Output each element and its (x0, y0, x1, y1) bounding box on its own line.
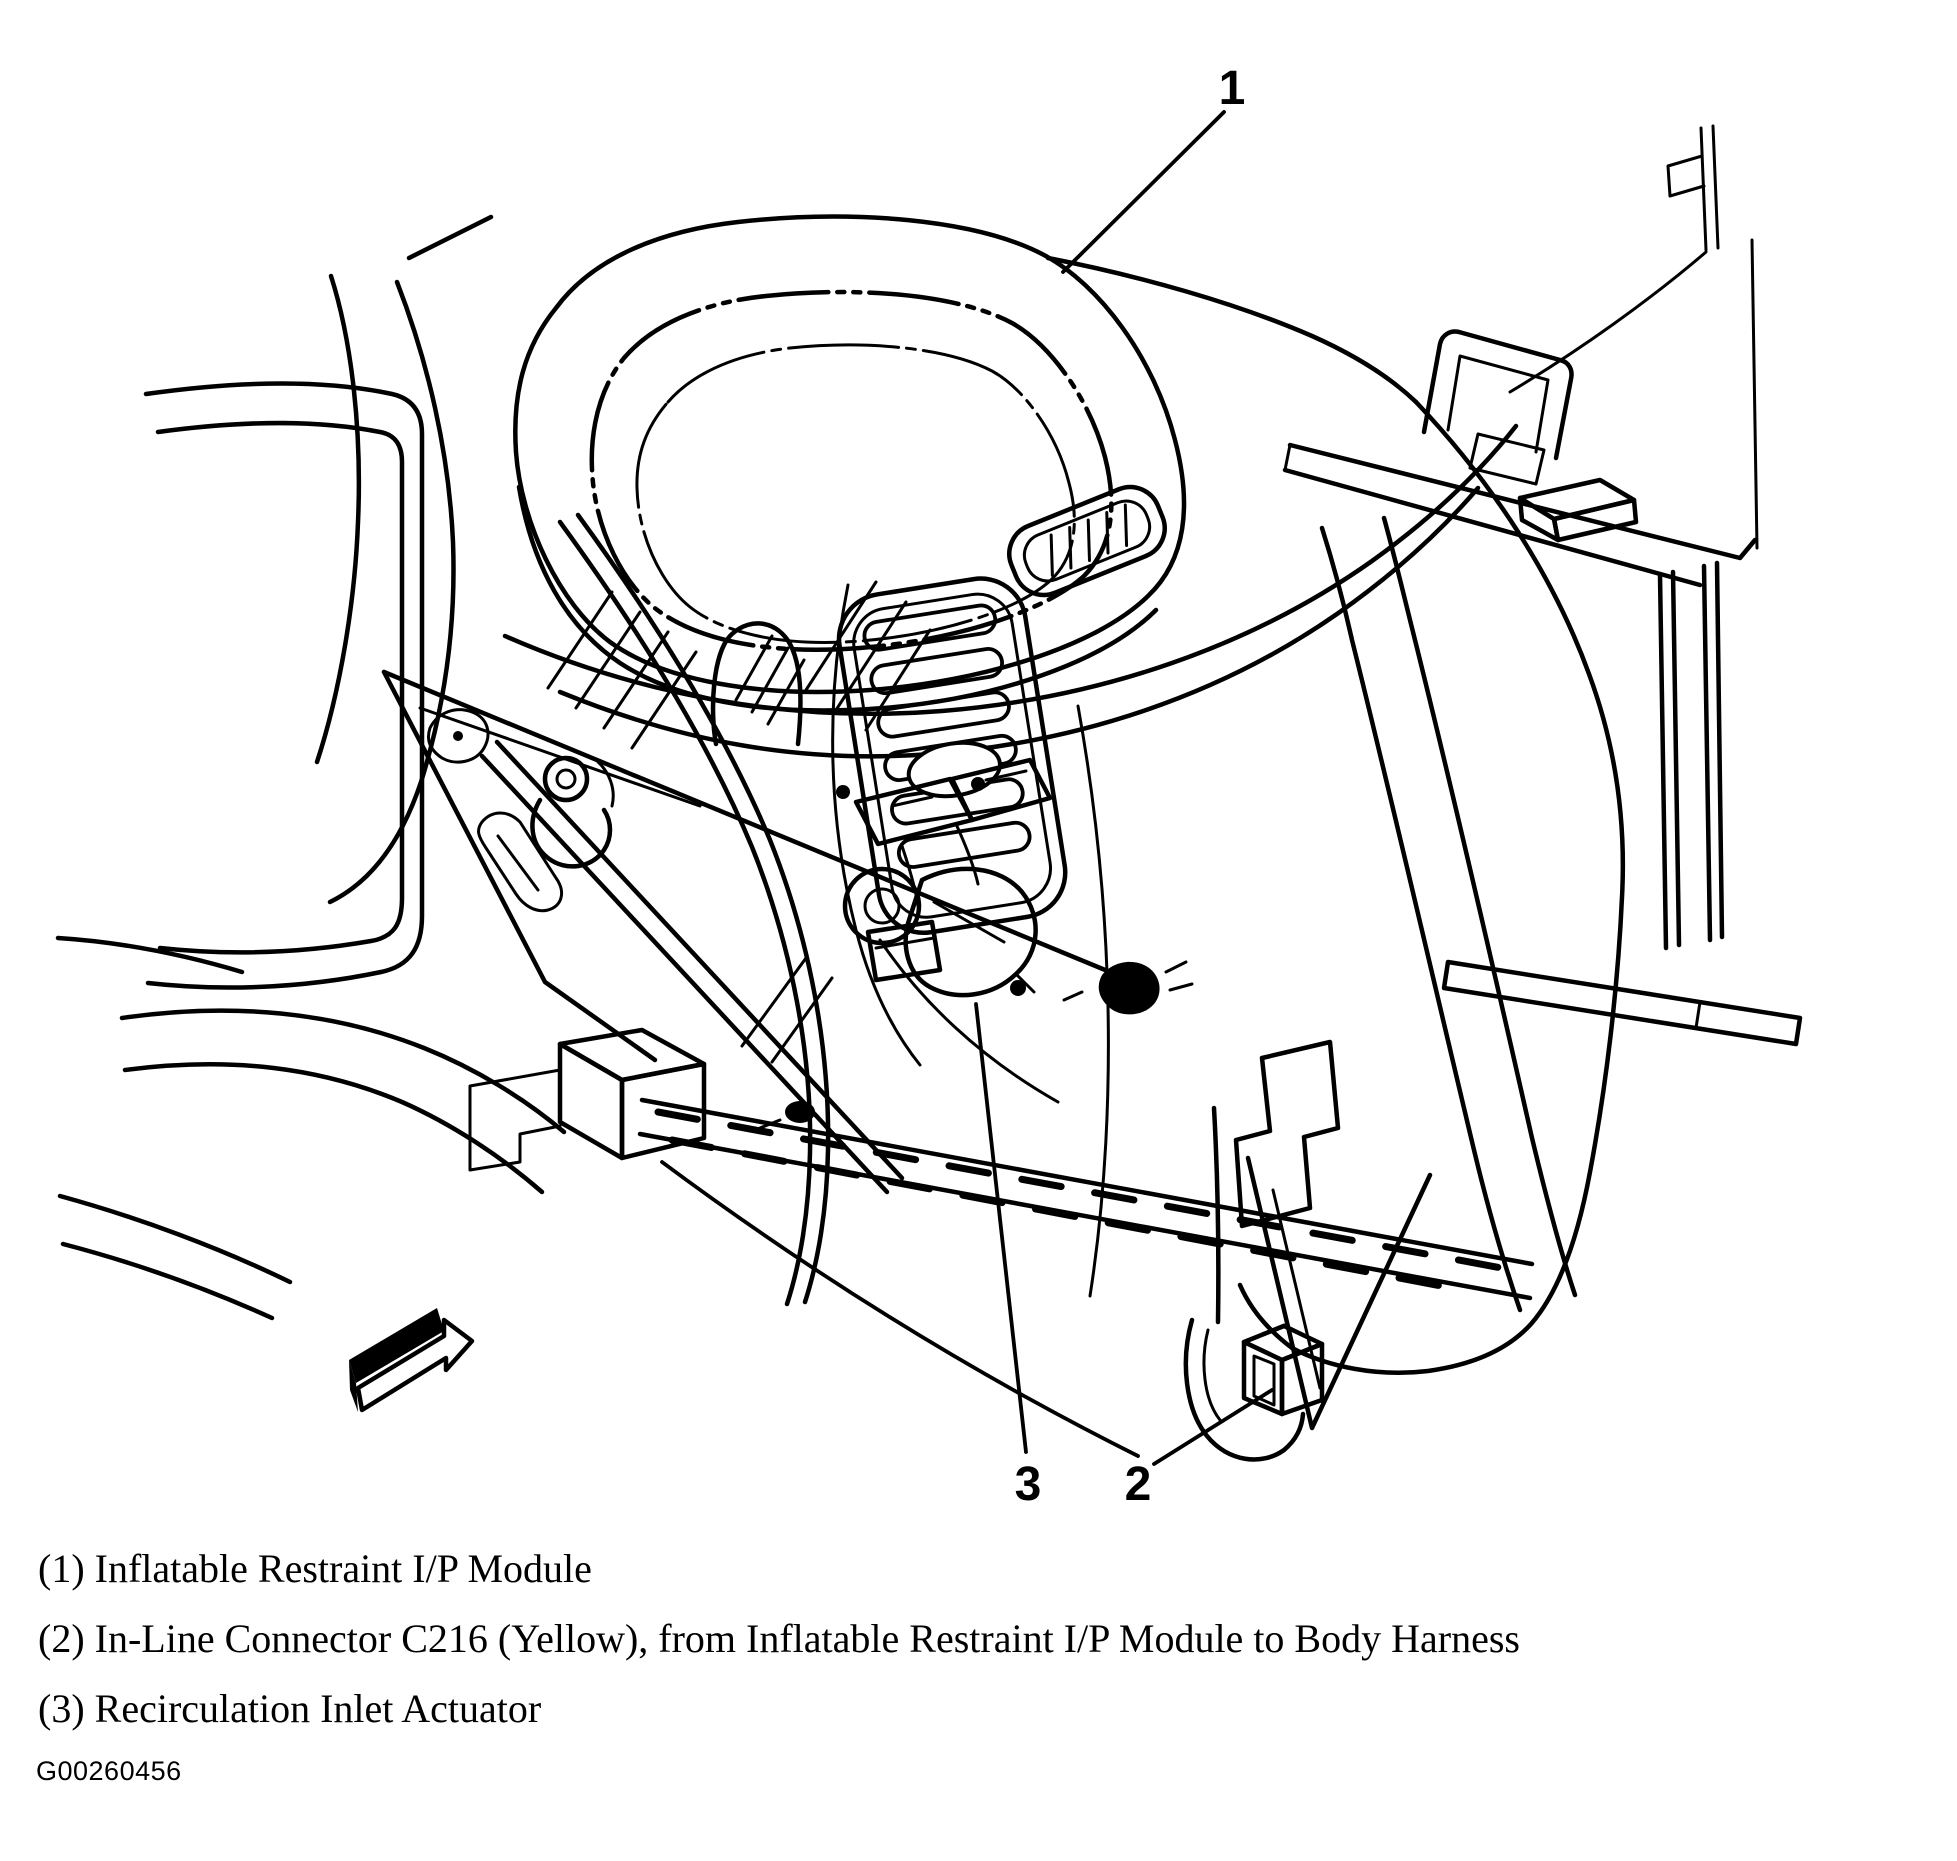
vent-slats (862, 603, 1031, 869)
airbag-module-cover (515, 217, 1184, 711)
defroster-vent (1000, 478, 1173, 604)
cowl-side-panel (384, 672, 1110, 1060)
callout-3 (976, 1004, 1041, 1511)
door-frame (146, 383, 422, 987)
callout-2 (1125, 1390, 1272, 1511)
latch-cutout (1236, 1042, 1338, 1226)
vent-grille (833, 572, 1072, 1102)
mounting-bracket (1285, 126, 1800, 1044)
legend-item-3: (3) Recirculation Inlet Actuator (38, 1686, 542, 1731)
fastener-cluster (1064, 962, 1192, 1015)
view-direction-arrow (349, 1308, 472, 1412)
leader-line-1 (1063, 112, 1224, 272)
callout-number-1: 1 (1218, 62, 1246, 115)
legend-item-1: (1) Inflatable Restraint I/P Module (38, 1546, 592, 1591)
bolt-fastener (532, 758, 613, 866)
sill-lines (58, 938, 564, 1318)
dash-right-panel (1078, 402, 1623, 1428)
legend (38, 1548, 1928, 1758)
diagonal-brace (482, 742, 902, 1192)
callout-number-2: 2 (1124, 1458, 1152, 1511)
connector-wire (1214, 1108, 1218, 1322)
callout-1 (1063, 62, 1245, 272)
module-inner-seam-inner (637, 345, 1074, 642)
figure-id: G00260456 (36, 1756, 182, 1786)
connector-c216 (1186, 1108, 1322, 1459)
callout-number-3: 3 (1014, 1458, 1042, 1511)
leader-line-2 (1154, 1390, 1272, 1464)
legend-item-2: (2) In-Line Connector C216 (Yellow), from Inflatable Restraint I/P Module to Body Harness (38, 1616, 1520, 1661)
